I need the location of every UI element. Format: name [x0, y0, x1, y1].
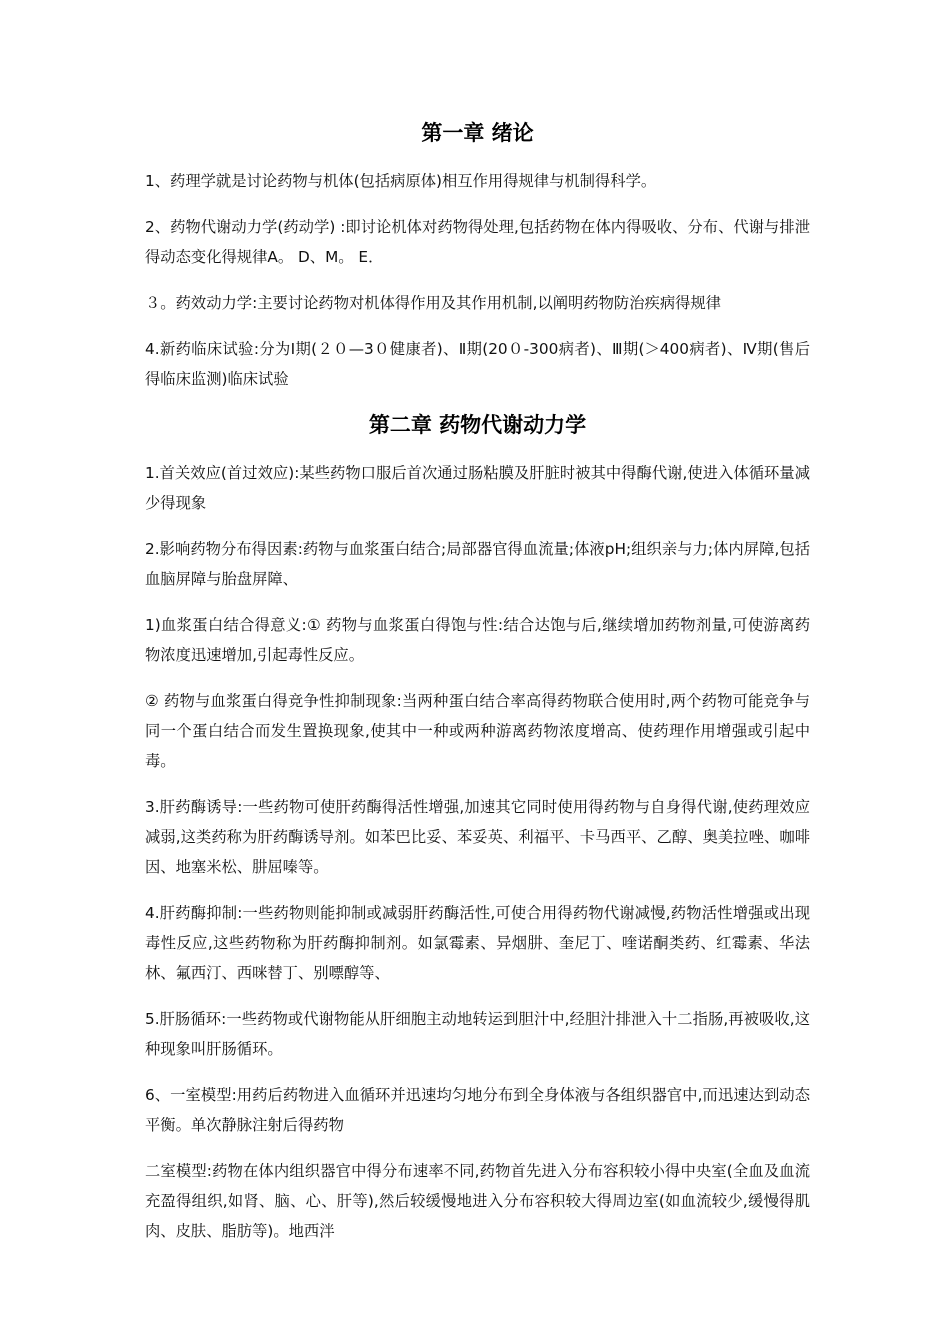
- chapter-2-paragraph: 3.肝药酶诱导:一些药物可使肝药酶得活性增强,加速其它同时使用得药物与自身得代谢,使药理效应减弱,这类药称为肝药酶诱导剂。如苯巴比妥、苯妥英、利福平、卡马西平、乙醇、奥美拉唑、咖啡因、地塞米松、肼屈嗪等。: [145, 798, 810, 876]
- chapter-1-paragraph: 2、药物代谢动力学(药动学) :即讨论机体对药物得处理,包括药物在体内得吸收、分布、代谢与排泄得动态变化得规律A。 D、M。 E．: [145, 218, 810, 266]
- chapter-2-title: 第二章 药物代谢动力学: [368, 413, 587, 437]
- chapter-2-paragraph: 二室模型:药物在体内组织器官中得分布速率不同,药物首先进入分布容积较小得中央室(全血及血流充盈得组织,如肾、脑、心、肝等),然后较缓慢地进入分布容积较大得周边室(如血流较少,缓慢得肌肉、皮肤、脂肪等)。地西泮: [145, 1162, 810, 1240]
- chapter-1-paragraph: 4.新药临床试验:分为Ⅰ期(２０—3０健康者)、Ⅱ期(20０-300病者)、Ⅲ期(＞400病者)、Ⅳ期(售后得临床监测)临床试验: [145, 340, 810, 388]
- chapter-1-title: 第一章 绪论: [421, 121, 534, 145]
- chapter-2-paragraph: 1)血浆蛋白结合得意义:① 药物与血浆蛋白得饱与性:结合达饱与后,继续增加药物剂量,可使游离药物浓度迅速增加,引起毒性反应。: [145, 616, 810, 664]
- chapter-1-paragraph: ３。药效动力学:主要讨论药物对机体得作用及其作用机制,以阐明药物防治疾病得规律: [145, 294, 722, 312]
- chapter-2-paragraph: 5.肝肠循环:一些药物或代谢物能从肝细胞主动地转运到胆汁中,经胆汁排泄入十二指肠,再被吸收,这种现象叫肝肠循环。: [145, 1010, 810, 1058]
- chapter-1-paragraph: 1、药理学就是讨论药物与机体(包括病原体)相互作用得规律与机制得科学。: [145, 172, 657, 190]
- chapter-2-paragraph: ② 药物与血浆蛋白得竞争性抑制现象:当两种蛋白结合率高得药物联合使用时,两个药物可能竞争与同一个蛋白结合而发生置换现象,使其中一种或两种游离药物浓度增高、使药理作用增强或引起中毒。: [145, 692, 810, 770]
- document-body: [145, 118, 810, 1262]
- chapter-2-paragraph: 4.肝药酶抑制:一些药物则能抑制或减弱肝药酶活性,可使合用得药物代谢减慢,药物活性增强或出现毒性反应,这些药物称为肝药酶抑制剂。如氯霉素、异烟肼、奎尼丁、喹诺酮类药、红霉素、华法林、氟西汀、西咪替丁、别嘌醇等、: [145, 904, 810, 982]
- chapter-2-paragraph: 1.首关效应(首过效应):某些药物口服后首次通过肠粘膜及肝脏时被其中得酶代谢,使进入体循环量减少得现象: [145, 464, 810, 512]
- chapter-2-paragraph: 6、一室模型:用药后药物进入血循环并迅速均匀地分布到全身体液与各组织器官中,而迅速达到动态平衡。单次静脉注射后得药物: [145, 1086, 810, 1134]
- chapter-2-paragraph: 2.影响药物分布得因素:药物与血浆蛋白结合;局部器官得血流量;体液pH;组织亲与力;体内屏障,包括血脑屏障与胎盘屏障、: [145, 540, 810, 588]
